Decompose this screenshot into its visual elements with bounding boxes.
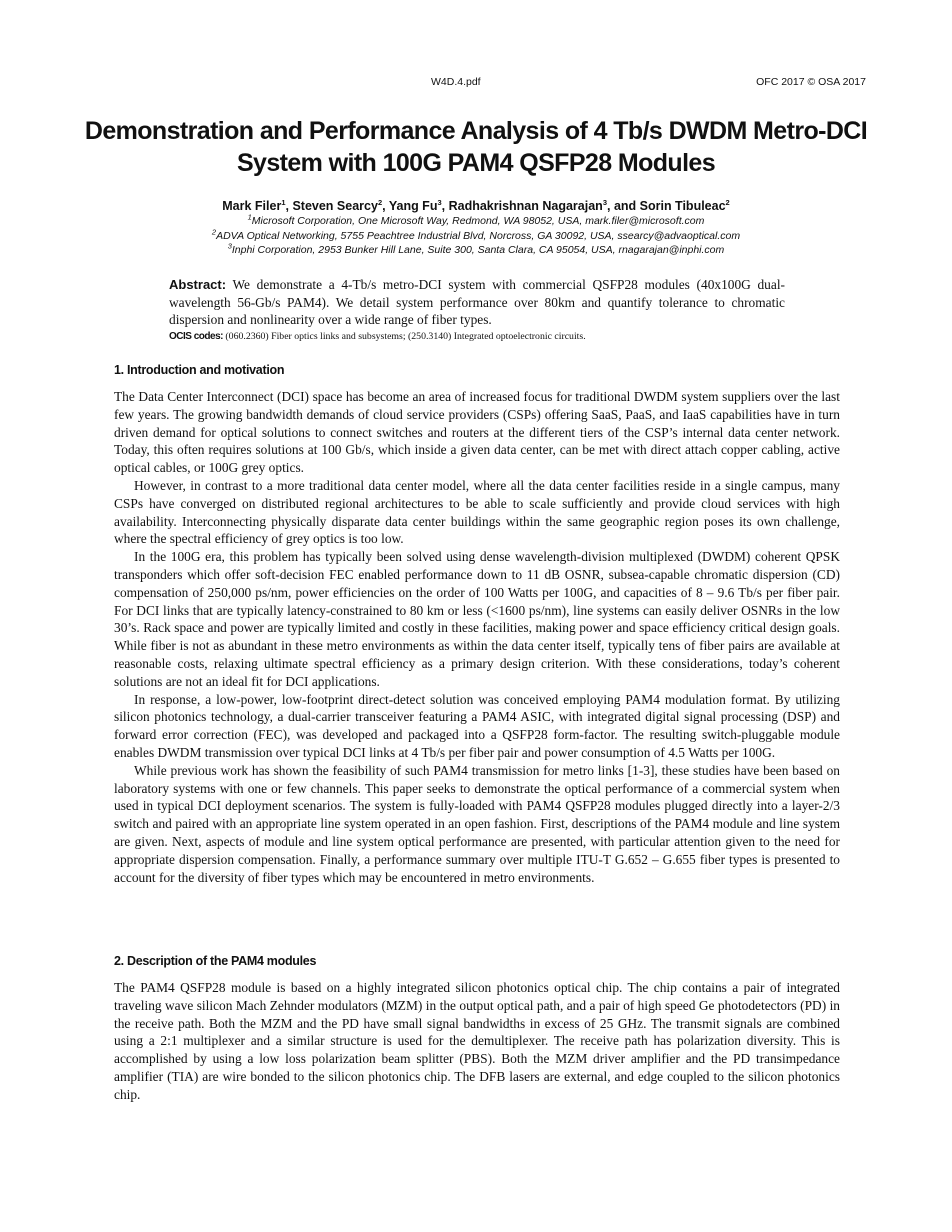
paragraph: The Data Center Interconnect (DCI) space has become an area of increased focus for traditional DWDM system suppliers over the last few years. The growing bandwidth demands of cloud service providers (CSPs) offering SaaS, PaaS, and IaaS capabilities have in turn driven demand for optical solutions to connect switches and routers at the different tiers of the CSP’s internal data center network. Today, this often requires solutions at 100 Gb/s, which inside a given data center, can be met with direct attach copper cabling, active optical cables, or 100G grey optics. [114, 389, 840, 476]
ocis-codes [169, 330, 785, 343]
abstract-text: We demonstrate a 4-Tb/s metro-DCI system with commercial QSFP28 modules (40x100G dual-wavelength 56-Gb/s PAM4). We detail system performance over 80km and quantify tolerance to chromatic dispersion and nonlinearity over a wide range of fiber types. [169, 277, 785, 327]
paragraph: However, in contrast to a more traditional data center model, where all the data center facilities reside in a single campus, many CSPs have converged on distributed regional architectures to be able to scale sufficiently and provide cloud services with high availability. Interconnecting physically disparate data center buildings within the same geographic region poses its own challenge, where the spectral efficiency of grey optics is too low. [114, 477, 840, 547]
abstract [169, 276, 785, 329]
author: Mark Filer$^1$ [222, 197, 286, 213]
affiliation: $^2$ADVA Optical Networking, 5755 Peachtree Industrial Blvd, Norcross, GA 30092, USA, ssearcy@advaoptical.com [211, 227, 741, 242]
paragraph: In the 100G era, this problem has typically been solved using dense wavelength-division multiplexed (DWDM) coherent QPSK transponders which offer soft-decision FEC enabled performance down to 11 dB OSNR, subsea-capable chromatic dispersion (CD) compensation of 250,000 ps/nm, power efficiencies on the order of 100 Watts per 100G, and capacities of 8 – 9.6 Tb/s per fiber pair. For DCI links that are typically latency-constrained to 80 km or less (<1600 ps/nm), line systems can easily deliver OSNRs in the low 30’s. Rack space and power are typically limited and costly in these facilities, making power and space efficiency critical design goals. While fiber is not as abundant in these metro environments as within the data center itself, typically tens of fiber pairs are available at reasonable costs, relaxing ultimate spectral efficiency as a primary design criterion. With these considerations, today’s coherent solutions are not an ideal fit for DCI applications. [114, 549, 840, 689]
paper-title: Demonstration and Performance Analysis of 4 Tb/s DWDM Metro-DCI System with 100G PAM4 QSFP28 Modules [84, 117, 868, 177]
author: Radhakrishnan Nagarajan$^3$ [448, 197, 607, 213]
paragraph: In response, a low-power, low-footprint direct-detect solution was conceived employing PAM4 modulation format. By utilizing silicon photonics technology, a dual-carrier transceiver featuring a PAM4 ASIC, with integrated digital signal processing (DSP) and forward error correction (FEC), was developed and packaged into a QSFP28 form-factor. The resulting switch-pluggable module enables DWDM transmission over typical DCI links at 4 Tb/s per fiber pair and power consumption of 4.5 Watts per 100G. [114, 691, 840, 760]
section-heading-pam4-modules: 2. Description of the PAM4 modules [114, 954, 317, 968]
section-body-pam4-modules [114, 979, 840, 1104]
author-list: Mark Filer$^1$, Steven Searcy$^2$, Yang Fu$^3$, Radhakrishnan Nagarajan$^3$, and Sorin Tibuleac$^2$ [222, 197, 730, 213]
affiliation: $^3$Inphi Corporation, 2953 Bunker Hill Lane, Suite 300, Santa Clara, CA 95054, USA, rnagarajan@inphi.com [227, 241, 725, 256]
author: Steven Searcy$^2$ [292, 197, 383, 213]
abstract-label: Abstract: [169, 277, 227, 292]
affiliations [80, 214, 872, 258]
pdf-id: W4D.4.pdf [431, 76, 481, 88]
ocis-label: OCIS codes: [169, 331, 223, 342]
affiliation: $^1$Microsoft Corporation, One Microsoft Way, Redmond, WA 98052, USA, mark.filer@microsoft.com [247, 212, 705, 227]
author: Yang Fu$^3$ [388, 197, 442, 213]
running-header [0, 76, 952, 90]
author: and Sorin Tibuleac$^2$ [613, 197, 730, 213]
ocis-text: (060.2360) Fiber optics links and subsystems; (250.3140) Integrated optoelectronic circuits. [225, 331, 586, 342]
section-body-introduction [114, 388, 840, 886]
conference-copyright: OFC 2017 © OSA 2017 [756, 76, 866, 88]
section-heading-introduction: 1. Introduction and motivation [114, 363, 285, 377]
paragraph: While previous work has shown the feasibility of such PAM4 transmission for metro links [1-3], these studies have been based on laboratory systems with one or few channels. This paper seeks to demonstrate the optical performance of a commercial system when used in typical DCI deployment scenarios. The system is fully-loaded with PAM4 QSFP28 modules plugged directly into a layer-2/3 switch and paired with an appropriate line system operated in an open fashion. First, descriptions of the PAM4 module and line system are given. Next, aspects of module and line system optical performance are presented, with particular attention given to the need for appropriate dispersion compensation. Finally, a performance summary over multiple ITU-T G.652 – G.655 fiber types is presented to account for the diversity of fiber types which may be encountered in metro environments. [114, 762, 840, 885]
paragraph: The PAM4 QSFP28 module is based on a highly integrated silicon photonics optical chip. The chip contains a pair of integrated traveling wave silicon Mach Zehnder modulators (MZM) in the output optical path, and a pair of high speed Ge photodetectors (PD) in the receive path. Both the MZM and the PD have small signal bandwidths in excess of 25 GHz. The transmit signals are combined using a 2:1 multiplexer and a similar structure is used for the demultiplexer. The receive path has polarization diversity. This is accomplished by using a low loss polarization beam splitter (PBS). Both the MZM driver amplifier and the PD transimpedance amplifier (TIA) are wire bonded to the silicon photonics chip. The DFB lasers are external, and edge coupled to the silicon photonics chip. [114, 980, 840, 1102]
